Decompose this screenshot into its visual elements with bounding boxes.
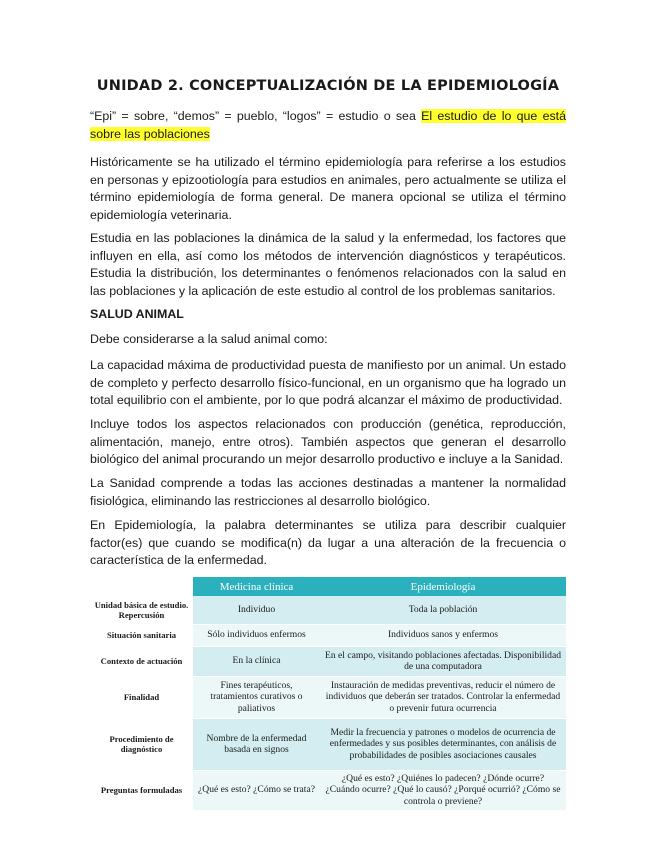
table-header-blank (90, 577, 193, 596)
epidemiologia-cell: Individuos sanos y enfermos (320, 624, 566, 646)
clinica-cell: Individuo (193, 596, 320, 624)
row-label: Contexto de actuación (90, 646, 193, 676)
salud-definition-paragraph: La capacidad máxima de productividad puesta de manifiesto por un animal. Un estado de completo y perfecto desarrollo físico-funcional, en un organismo que ha logrado un total equilibrio con el ambiente, por lo que podrá alcanzar el máximo de productividad. (90, 358, 566, 407)
sanidad-paragraph: La Sanidad comprende a todas las acciones destinadas a mantener la normalidad fisiológica, eliminando las restricciones al desarrollo biológico. (90, 476, 566, 508)
section-heading-salud-animal: SALUD ANIMAL (90, 307, 184, 321)
epidemiologia-cell: En el campo, visitando poblaciones afectadas. Disponibilidad de una computadora (320, 646, 566, 676)
clinica-cell: En la clínica (193, 646, 320, 676)
clinica-cell: ¿Qué es esto? ¿Cómo se trata? (193, 770, 320, 810)
table-row (90, 646, 566, 676)
clinica-cell: Nombre de la enfermedad basada en signos (193, 718, 320, 770)
table-row (90, 676, 566, 718)
determinants-paragraph: En Epidemiología, la palabra determinantes se utiliza para describir cualquier factor(es) que cuando se modifica(n) da lugar a una alteración de la frecuencia o característica de la enfermedad. (90, 518, 566, 567)
table-header-row (90, 577, 566, 596)
row-label: Procedimiento de diagnóstico (90, 718, 193, 770)
row-label: Finalidad (90, 676, 193, 718)
scope-paragraph: Estudia en las poblaciones la dinámica de la salud y la enfermedad, los factores que influyen en ella, así como los métodos de intervención diagnósticos y terapéuticos. Estudia la distribución, los determinantes o fenómenos relacionados con la salud en las poblaciones y la aplicación de este estudio al control de los problemas sanitarios. (90, 231, 566, 298)
epidemiologia-cell: Toda la población (320, 596, 566, 624)
page-title: UNIDAD 2. CONCEPTUALIZACIÓN DE LA EPIDEMIOLOGÍA (96, 78, 560, 94)
table-row (90, 718, 566, 770)
etymology-paragraph (90, 108, 566, 143)
table-row (90, 770, 566, 810)
epidemiologia-cell: ¿Qué es esto? ¿Quiénes lo padecen? ¿Dónde ocurre? ¿Cuándo ocurre? ¿Qué lo causó? ¿Porqué ocurrió? ¿Cómo se controla o previene? (320, 770, 566, 810)
row-label: Unidad básica de estudio. Repercusión (90, 596, 193, 624)
epidemiologia-cell: Instauración de medidas preventivas, reducir el número de individuos que deberán ser tratados. Controlar la enfermedad o prevenir futura ocurrencia (320, 676, 566, 718)
etymology-text: “Epi” = sobre, “demos” = pueblo, “logos” = estudio o sea (90, 109, 422, 123)
production-paragraph: Incluye todos los aspectos relacionados con producción (genética, reproducción, alimentación, manejo, entre otros). También aspectos que generan el desarrollo biológico del animal procurando un mejor desarrollo productivo e incluye a la Sanidad. (90, 417, 566, 466)
salud-intro-paragraph: Debe considerarse a la salud animal como: (90, 332, 328, 346)
row-label: Situación sanitaria (90, 624, 193, 646)
table-row (90, 596, 566, 624)
row-label: Preguntas formuladas (90, 770, 193, 810)
clinica-cell: Sólo individuos enfermos (193, 624, 320, 646)
highlighted-definition: El estudio de lo que está sobre las poblaciones (90, 109, 566, 141)
history-paragraph: Históricamente se ha utilizado el término epidemiología para referirse a los estudios en personas y epizootiología para estudios en animales, pero actualmente se utiliza el término epidemiología de forma general. De manera opcional se utiliza el término epidemiología veterinaria. (90, 155, 566, 222)
epidemiologia-cell: Medir la frecuencia y patrones o modelos de ocurrencia de enfermedades y sus posibles determinantes, con análisis de probabilidades de posibles asociaciones causales (320, 718, 566, 770)
comparison-table (90, 577, 566, 811)
clinica-cell: Fines terapéuticos, tratamientos curativos o paliativos (193, 676, 320, 718)
table-header-epidemiologia: Epidemiología (320, 577, 566, 596)
table-row (90, 624, 566, 646)
table-header-clinica: Medicina clínica (193, 577, 320, 596)
